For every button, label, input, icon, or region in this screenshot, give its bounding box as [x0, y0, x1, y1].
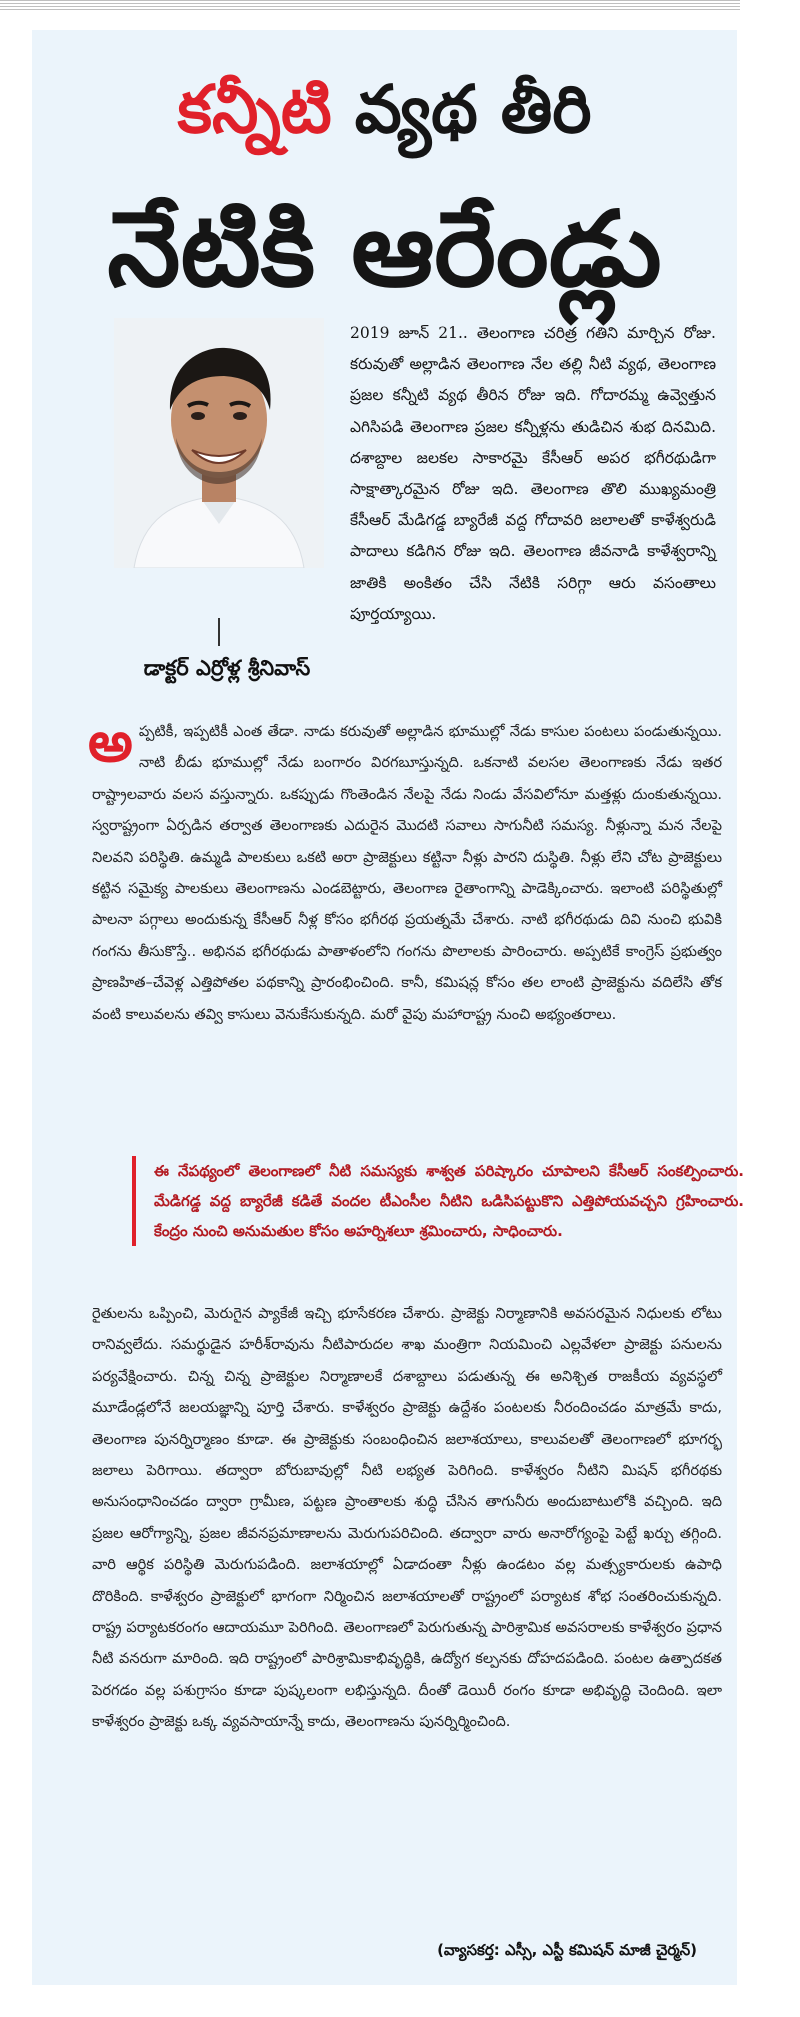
body-paragraph-1 — [88, 710, 722, 1030]
pull-quote: ఈ నేపథ్యంలో తెలంగాణలో నీటి సమస్యకు శాశ్వత పరిష్కారం చూపాలని కేసీఆర్ సంకల్పించారు. మేడిగడ్డ వద్ద బ్యారేజీ కడితే వందల టీఎంసీల నీటిని ఒడిసిపట్టుకొని ఎత్తిపోయవచ్చని గ్రహించారు. కేంద్రం నుంచి అనుమతుల కోసం అహర్నిశలూ శ్రమించారు, సాధించారు. — [132, 1156, 744, 1246]
drop-cap: అ — [88, 710, 133, 775]
author-designation: (వ్యాసకర్త: ఎస్సీ, ఎస్టీ కమిషన్ మాజీ చైర్మన్) — [437, 1941, 697, 1959]
body-paragraph-2: రైతులను ఒప్పించి, మెరుగైన ప్యాకేజీ ఇచ్చి భూసేకరణ చేశారు. ప్రాజెక్టు నిర్మాణానికి అవసరమైన నిధులకు లోటు రానివ్వలేదు. సమర్థుడైన హరీశ్‌రావును నీటిపారుదల శాఖ మంత్రిగా నియమించి ఎల్లవేళలా ప్రాజెక్టు పనులను పర్యవేక్షించారు. చిన్న చిన్న ప్రాజెక్టుల నిర్మాణాలకే దశాబ్దాలు పడుతున్న ఈ అనిశ్చిత రాజకీయ వ్యవస్థలో మూడేండ్లలోనే జలయజ్ఞాన్ని పూర్తి చేశారు. కాళేశ్వరం ప్రాజెక్టు ఉద్దేశం పంటలకు నీరందించడం మాత్రమే కాదు, తెలంగాణ పునర్నిర్మాణం కూడా. ఈ ప్రాజెక్టుకు సంబంధించిన జలాశయాలు, కాలువలతో తెలంగాణలో భూగర్భ జలాలు పెరిగాయి. తద్వారా బోరుబావుల్లో నీటి లభ్యత పెరిగింది. కాళేశ్వరం నీటిని మిషన్ భగీరథకు అనుసంధానించడం ద్వారా గ్రామీణ, పట్టణ ప్రాంతాలకు శుద్ధి చేసిన తాగునీరు అందుబాటులోకి వచ్చింది. ఇది ప్రజల ఆరోగ్యాన్ని, ప్రజల జీవనప్రమాణాలను మెరుగుపరిచింది. తద్వారా వారు అనారోగ్యంపై పెట్టే ఖర్చు తగ్గింది. వారి ఆర్థిక పరిస్థితి మెరుగుపడింది. జలాశయాల్లో ఏడాదంతా నీళ్లు ఉండటం వల్ల మత్స్యకారులకు ఉపాధి దొరికింది. కాళేశ్వరం ప్రాజెక్టులో భాగంగా నిర్మించిన జలాశయాలతో రాష్ట్రంలో పర్యాటక శోభ సంతరించుకున్నది. రాష్ట్ర పర్యాటకరంగం ఆదాయమూ పెరిగింది. తెలంగాణలో పెరుగుతున్న పారిశ్రామిక అవసరాలకు కాళేశ్వరం ప్రధాన నీటి వనరుగా మారింది. ఇది రాష్ట్రంలో పారిశ్రామికాభివృద్ధికి, ఉద్యోగ కల్పనకు దోహదపడింది. పంటల ఉత్పాదకత పెరగడం వల్ల పశుగ్రాసం కూడా పుష్కలంగా లభిస్తున్నది. దీంతో డెయిరీ రంగం కూడా అభివృద్ధి చెందింది. ఇలా కాళేశ్వరం ప్రాజెక్టు ఒక్క వ్యవసాయాన్నే కాదు, తెలంగాణను పునర్నిర్మించింది. — [92, 1305, 722, 1731]
body-paragraph-1-text: ప్పటికీ, ఇప్పటికీ ఎంత తేడా. నాడు కరువుతో అల్లాడిన భూముల్లో నేడు కాసుల పంటలు పండుతున్నయి. నాటి బీడు భూముల్లో నేడు బంగారం విరగబూస్తున్నది. ఒకనాటి వలసల తెలంగాణకు నేడు ఇతర రాష్ట్రాలవారు వలస వస్తున్నారు. ఒకప్పుడు గొంతెండిన నేలపై నేడు నిండు వేసవిలోనూ మత్తళ్లు దుంకుతున్నయి. స్వరాష్ట్రంగా ఏర్పడిన తర్వాత తెలంగాణకు ఎదురైన మొదటి సవాలు సాగునీటి సమస్య. నీళ్లున్నా మన నేలపై నిలవని పరిస్థితి. ఉమ్మడి పాలకులు ఒకటి అరా ప్రాజెక్టులు కట్టినా నీళ్లు పారని దుస్థితి. నీళ్లు లేని చోట ప్రాజెక్టులు కట్టిన సమైక్య పాలకులు తెలంగాణను ఎండబెట్టారు, తెలంగాణ రైతాంగాన్ని పాడెక్కించారు. ఇలాంటి పరిస్థితుల్లో పాలనా పగ్గాలు అందుకున్న కేసీఆర్ నీళ్ల కోసం భగీరథ ప్రయత్నమే చేశారు. నాటి భగీరథుడు దివి నుంచి భువికి గంగను తీసుకొస్తే.. అభినవ భగీరథుడు పాతాళంలోని గంగను పొలాలకు పారించారు. అప్పటికే కాంగ్రెస్ ప్రభుత్వం ప్రాణహిత–చేవెళ్ల ఎత్తిపోతల పథకాన్ని ప్రారంభించింది. కానీ, కమిషన్ల కోసం తల లాంటి ప్రాజెక్టును వదిలేసి తోక వంటి కాలువలను తవ్వి కాసులు వెనుకేసుకున్నది. మరో వైపు మహారాష్ట్ర నుంచి అభ్యంతరాలు. — [92, 723, 722, 1023]
headline-line-1 — [32, 70, 737, 150]
headline-accent-word: కన్నీటి — [177, 71, 332, 148]
intro-paragraph: 2019 జూన్ 21.. తెలంగాణ చరిత్ర గతిని మార్చిన రోజు. కరువుతో అల్లాడిన తెలంగాణ నేల తల్లి నీటి వ్యథ, తెలంగాణ ప్రజల కన్నీటి వ్యథ తీరిన రోజు ఇది. గోదారమ్మ ఉవ్వెత్తున ఎగిసిపడి తెలంగాణ ప్రజల కన్నీళ్లను తుడిచిన శుభ దినమిది. దశాబ్దాల జలకల సాకారమై కేసీఆర్ అపర భగీరథుడిగా సాక్షాత్కారమైన రోజు ఇది. తెలంగాణ తొలి ముఖ్యమంత్రి కేసీఆర్ మేడిగడ్డ బ్యారేజీ వద్ద గోదావరి జలాలతో కాళేశ్వరుడి పాదాలు కడిగిన రోజు ఇది. తెలంగాణ జీవనాడి కాళేశ్వరాన్ని జాతికి అంకితం చేసి నేటికి సరిగ్గా ఆరు వసంతాలు పూర్తయ్యాయి. — [350, 324, 716, 623]
author-byline: డాక్టర్ ఎర్రోళ్ల శ్రీనివాస్ — [143, 656, 311, 680]
page-top-rule — [0, 0, 740, 10]
author-portrait-image — [114, 318, 324, 568]
headline-line-2: నేటికి ఆరేండ్లు — [107, 188, 662, 310]
byline-divider — [218, 618, 220, 646]
article-clipping — [32, 30, 744, 1985]
author-photo — [114, 318, 324, 568]
headline-line-1-rest: వ్యథ తీరి — [331, 71, 592, 148]
